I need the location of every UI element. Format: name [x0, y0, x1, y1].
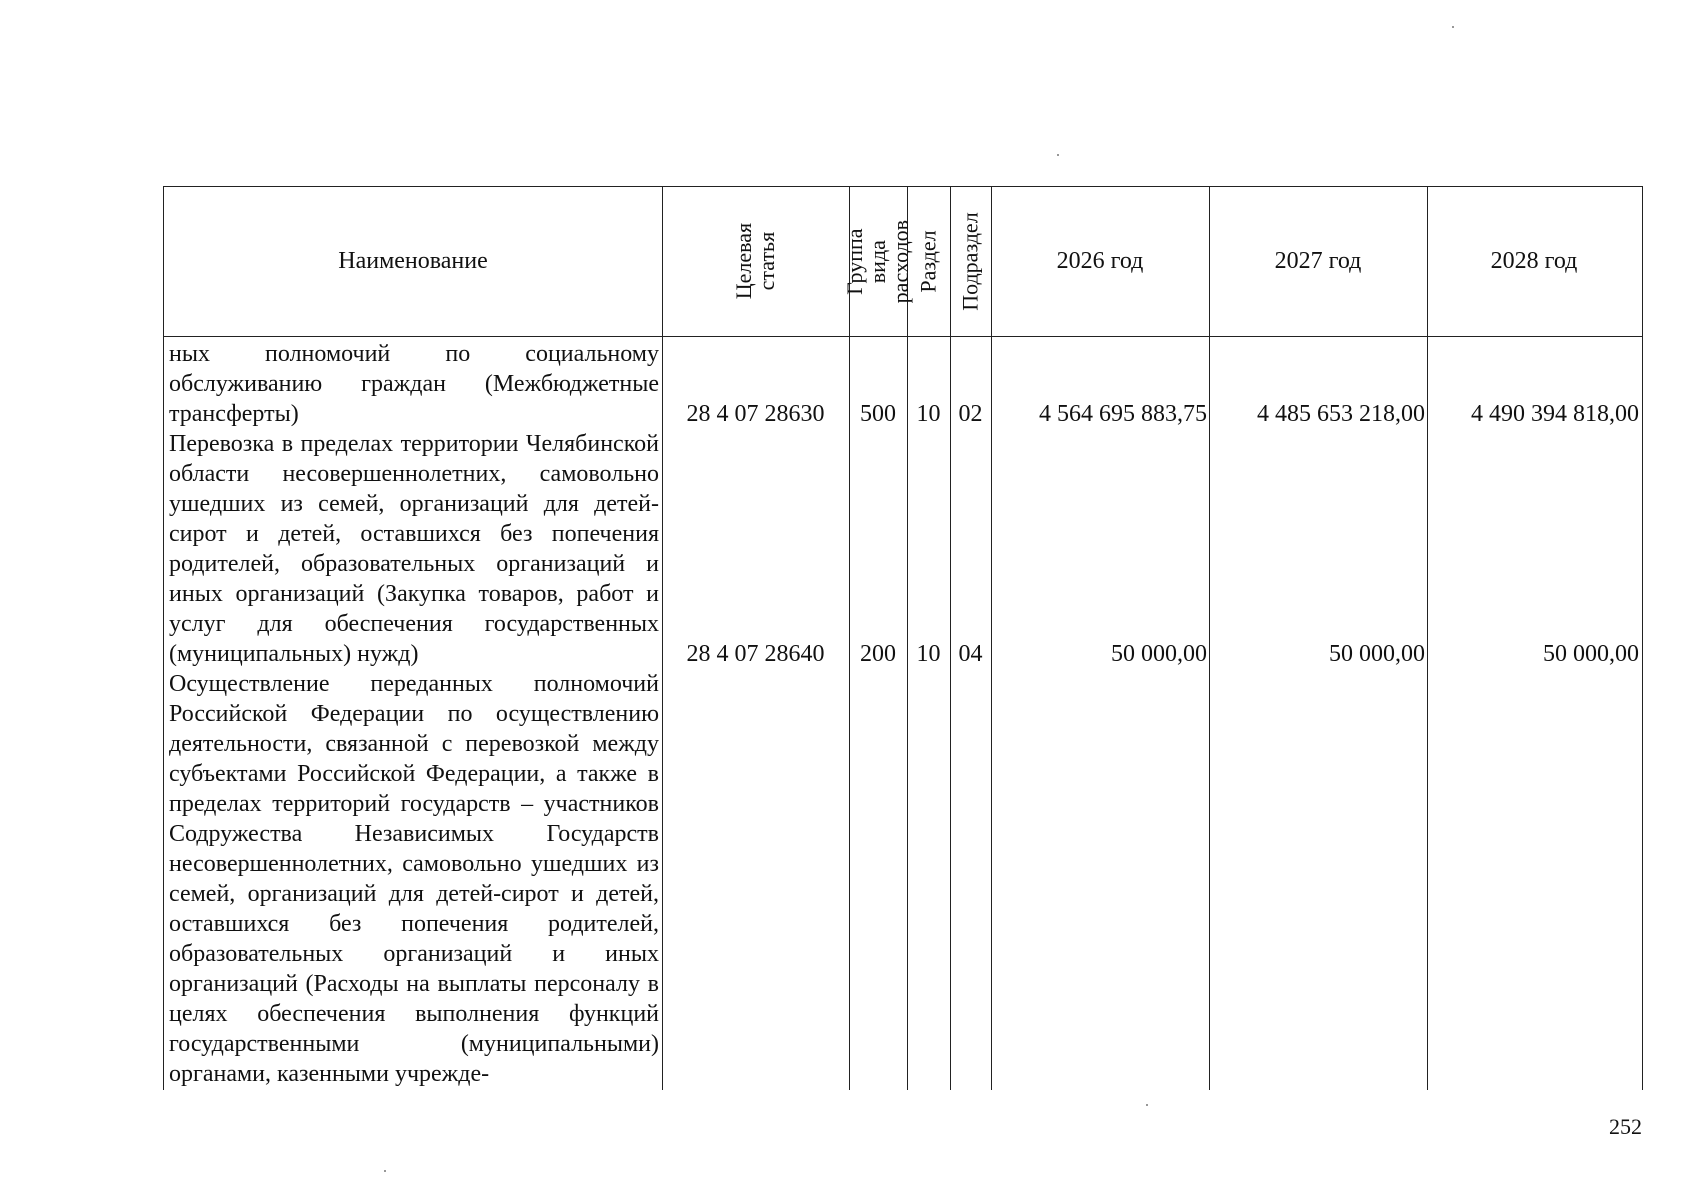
header-2027: 2027 год	[1274, 248, 1362, 275]
page-number: 252	[1609, 1114, 1642, 1139]
header-section-text: Раздел	[915, 230, 941, 293]
header-subsection-text: Подраздел	[957, 212, 983, 311]
header-target-article-text: Целевая статья	[731, 223, 780, 300]
header-name: Наименование	[338, 248, 488, 275]
scan-speck	[1452, 26, 1454, 28]
budget-table	[163, 186, 1643, 1090]
name-column	[169, 339, 659, 1089]
row-2-expense-group: 200	[860, 641, 896, 667]
scan-speck	[384, 1170, 386, 1172]
header-subsection	[950, 187, 991, 336]
row-2-name: Перевозка в пределах территории Челябинской области несовершеннолетних, самовольно ушедших из семей, организаций для детей-сирот и детей, оставшихся без попечения родителей, образовательных организаций и иных организаций (Закупка товаров, работ и услуг для обеспечения государственных (муниципальных) нужд)	[169, 431, 659, 667]
header-divider	[164, 336, 1642, 337]
header-2026: 2026 год	[1056, 248, 1144, 275]
row-1-2028: 4 490 394 818,00	[1471, 401, 1639, 427]
row-2-2026: 50 000,00	[1111, 641, 1207, 667]
row-2-subsection: 04	[958, 641, 983, 667]
row-1-2026: 4 564 695 883,75	[1039, 401, 1207, 427]
header-target-article	[662, 187, 849, 336]
row-1-target-article: 28 4 07 28630	[686, 401, 825, 427]
row-2-2028: 50 000,00	[1543, 641, 1639, 667]
header-expense-group	[842, 187, 914, 336]
row-2-2027: 50 000,00	[1329, 641, 1425, 667]
row-1-2027: 4 485 653 218,00	[1257, 401, 1425, 427]
scan-speck	[1146, 1104, 1148, 1106]
row-1-expense-group: 500	[860, 401, 896, 427]
header-section	[907, 187, 950, 336]
row-1-name: ных полномочий по социальному обслуживанию граждан (Межбюджетные трансферты)	[169, 341, 659, 427]
row-2-section: 10	[916, 641, 941, 667]
row-1-subsection: 02	[958, 401, 983, 427]
row-2-target-article: 28 4 07 28640	[686, 641, 825, 667]
header-2028: 2028 год	[1490, 248, 1578, 275]
header-expense-group-text: Группа вида расходов	[842, 219, 914, 304]
row-1-section: 10	[916, 401, 941, 427]
scan-speck	[1057, 154, 1059, 156]
row-3-name: Осуществление переданных полномочий Российской Федерации по осуществлению деятельности, связанной с перевозкой между субъектами Российской Федерации, а также в пределах территорий государств – участников Содружества Независимых Государств несовершеннолетних, самовольно ушедших из семей, организаций для детей-сирот и детей, оставшихся без попечения родителей, образовательных организаций и иных организаций (Расходы на выплаты персоналу в целях обеспечения выполнения функций государственными (муниципальными) органами, казенными учрежде-	[169, 671, 659, 1087]
